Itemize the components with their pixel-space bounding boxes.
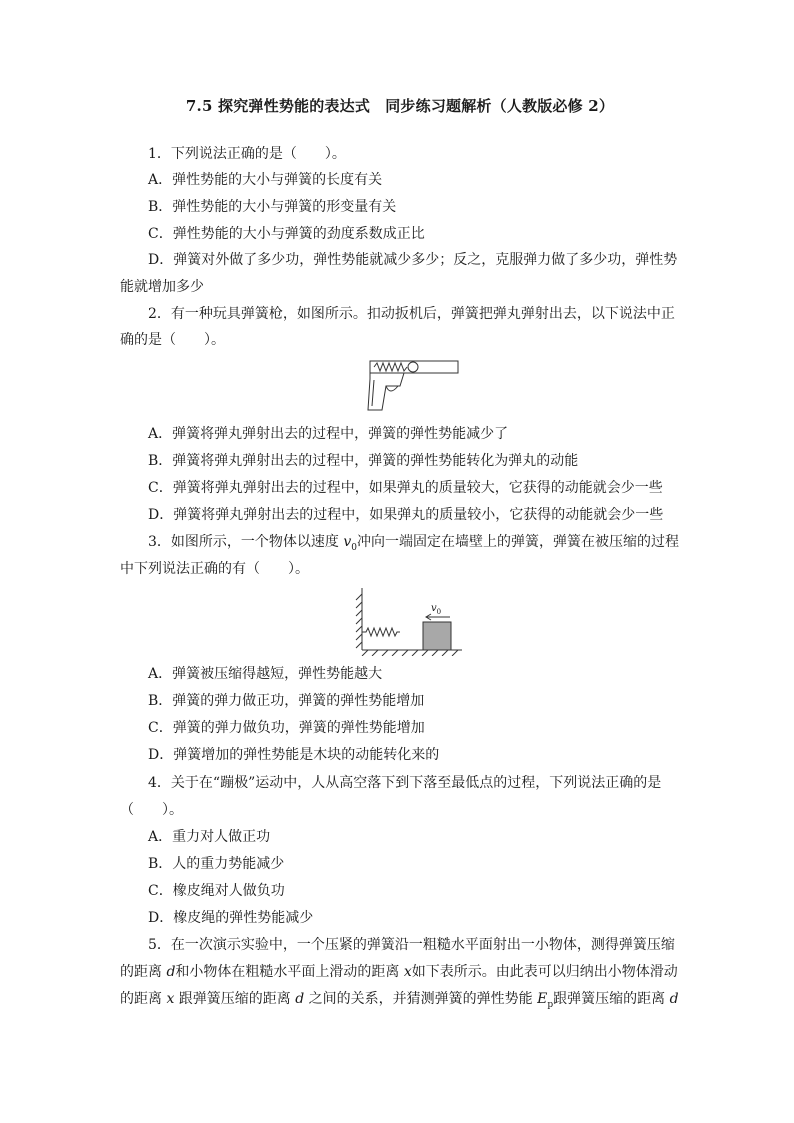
q4-option-d: D．橡皮绳的弹性势能减少	[148, 910, 314, 926]
q4-option-c: C．橡皮绳对人做负功	[148, 883, 285, 899]
q2-option-b: B．弹簧将弹丸弹射出去的过程中，弹簧的弹性势能转化为弹丸的动能	[148, 453, 579, 469]
q1-option-b: B．弹性势能的大小与弹簧的形变量有关	[148, 199, 397, 215]
q5-line1: 5．在一次演示实验中，一个压紧的弹簧沿一粗糙水平面射出一小物体，测得弹簧压缩	[148, 937, 675, 953]
page-title: 7.5 探究弹性势能的表达式 同步练习题解析（人教版必修 2）	[185, 97, 615, 115]
spring-gun-figure	[360, 356, 464, 416]
q4-stem-line2: （ ）。	[120, 802, 183, 818]
q4-option-a: A．重力对人做正功	[148, 829, 271, 845]
q2-option-c: C．弹簧将弹丸弹射出去的过程中，如果弹丸的质量较大，它获得的动能就会少一些	[148, 480, 663, 496]
q3-stem-line2: 中下列说法正确的有（ ）。	[120, 561, 309, 577]
q1-option-c: C．弹性势能的大小与弹簧的劲度系数成正比	[148, 226, 425, 242]
q2-stem-line1: 2．有一种玩具弹簧枪，如图所示。扣动扳机后，弹簧把弹丸弹射出去，以下说法中正	[148, 306, 675, 322]
q3-option-a: A．弹簧被压缩得越短，弹性势能越大	[148, 666, 383, 682]
q3-option-c: C．弹簧的弹力做负功，弹簧的弹性势能增加	[148, 720, 425, 736]
q2-option-d: D．弹簧将弹丸弹射出去的过程中，如果弹丸的质量较小，它获得的动能就会少一些	[148, 507, 664, 523]
q2-stem-line2: 确的是（ ）。	[120, 332, 225, 348]
q1-option-a: A．弹性势能的大小与弹簧的长度有关	[148, 172, 383, 188]
q3-option-d: D．弹簧增加的弹性势能是木块的动能转化来的	[148, 747, 440, 763]
q2-option-a: A．弹簧将弹丸弹射出去的过程中，弹簧的弹性势能减少了	[148, 426, 509, 442]
spring-block-figure	[350, 586, 466, 656]
q1-option-d-line2: 能就增加多少	[120, 279, 204, 295]
velocity-label: $v_0$	[431, 603, 442, 616]
q1-option-d-line1: D．弹簧对外做了多少功，弹性势能就减少多少；反之，克服弹力做了多少功，弹性势	[148, 252, 678, 268]
q5-line3: 的距离 x 跟弹簧压缩的距离 d 之间的关系，并猜测弹簧的弹性势能 $E_p$跟弹簧压缩的距离 d	[120, 991, 679, 1010]
q3-stem-line1: 3．如图所示，一个物体以速度 $v_0$冲向一端固定在墙壁上的弹簧，弹簧在被压缩的过程	[148, 534, 680, 553]
q4-stem-line1: 4．关于在“蹦极”运动中，人从高空落下到下落至最低点的过程，下列说法正确的是	[148, 775, 662, 791]
q1-stem: 1．下列说法正确的是（ ）。	[148, 146, 346, 162]
q4-option-b: B．人的重力势能减少	[148, 856, 285, 872]
q5-line2: 的距离 d和小物体在粗糙水平面上滑动的距离 x如下表所示。由此表可以归纳出小物体滑动	[120, 964, 678, 980]
q3-option-b: B．弹簧的弹力做正功，弹簧的弹性势能增加	[148, 693, 425, 709]
